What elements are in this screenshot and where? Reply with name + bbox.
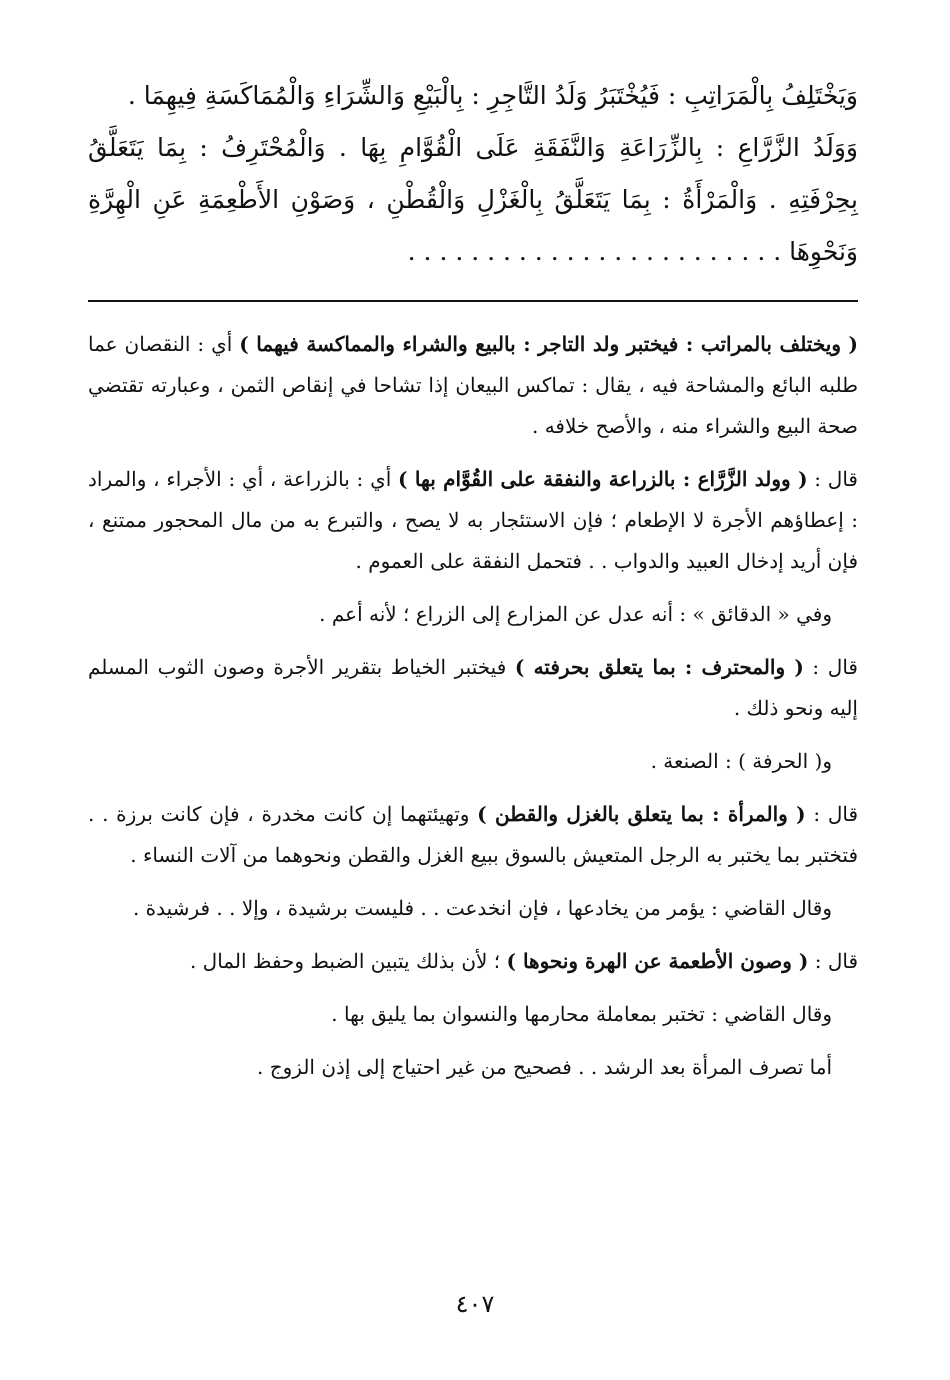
main-text-line: وَوَلَدُ الزَّرَّاعِ : بِالزِّرَاعَةِ وَالنَّفَقَةِ عَلَى الْقُوَّامِ بِهَا . وَالْمُحْتَرِفُ : بِمَا يَتَعَلَّقُ بِحِرْفَتِهِ . وَالْمَرْأَةُ : بِمَا يَتَعَلَّقُ بِالْغَزْلِ وَالْقُطْنِ ، وَصَوْنِ الأَطْعِمَةِ عَنِ الْهِرَّةِ وَنَحْوِهَا . . . . . . . . . . . . . . . . . . . . . . . . [88, 133, 858, 266]
main-text-line: وَيَخْتَلِفُ بِالْمَرَاتِبِ : فَيُخْتَبَرُ وَلَدُ التَّاجِرِ : بِالْبَيْعِ وَالشِّرَاءِ وَالْمُمَاكَسَةِ فِيهِمَا . [127, 81, 858, 110]
commentary-paragraph: ( ويختلف بالمراتب : فيختبر ولد التاجر : بالبيع والشراء والمماكسة فيهما ) أي : النقصان عما طلبه البائع والمشاحة فيه ، يقال : تماكس البيعان إذا تشاحا في إنقاص الثمن ، وعبارته تقتضي صحة البيع والشراء منه ، والأصح خلافه . [88, 332, 858, 438]
commentary-paragraph: أما تصرف المرأة بعد الرشد . . فصحيح من غير احتياج إلى إذن الزوج . [257, 1055, 832, 1079]
commentary-paragraph: وقال القاضي : تختبر بمعاملة محارمها والنسوان بما يليق بها . [331, 1002, 832, 1026]
commentary-paragraph: وقال القاضي : يؤمر من يخادعها ، فإن انخدعت . . فليست برشيدة ، وإلا . . فرشيدة . [132, 896, 832, 920]
page-number: ٤٠٧ [455, 1290, 495, 1318]
commentary-paragraph: قال : ( والمحترف : بما يتعلق بحرفته ) فيختبر الخياط بتقرير الأجرة وصون الثوب المسلم إليه ونحو ذلك . [88, 655, 858, 720]
main-text [88, 70, 858, 278]
commentary-paragraph: قال : ( وولد الزَّرَّاع : بالزراعة والنفقة على القُوَّام بها ) أي : بالزراعة ، أي : الأجراء ، والمراد : إعطاؤهم الأجرة لا الإطعام ؛ فإن الاستئجار به لا يصح ، والتبرع به من مال المحجور ممتنع ، فإن أريد إدخال العبيد والدواب . . فتحمل النفقة على العموم . [88, 467, 858, 573]
commentary-paragraph: قال : ( والمرأة : بما يتعلق بالغزل والقطن ) وتهيئتهما إن كانت مخدرة ، فإن كانت برزة . . فتختبر بما يختبر به الرجل المتعيش بالسوق ببيع الغزل والقطن ونحوهما من آلات النساء . [88, 802, 859, 867]
quoted-text: ( والمحترف : بما يتعلق بحرفته ) [514, 655, 804, 679]
commentary-paragraph: قال : ( وصون الأطعمة عن الهرة ونحوها ) ؛ لأن بذلك يتبين الضبط وحفظ المال . [189, 949, 858, 973]
quoted-text: ( ويختلف بالمراتب : فيختبر ولد التاجر : بالبيع والشراء والمماكسة فيهما ) [239, 332, 858, 356]
quoted-text: ( وولد الزَّرَّاع : بالزراعة والنفقة على القُوَّام بها ) [398, 467, 808, 491]
commentary-paragraph: وفي « الدقائق » : أنه عدل عن المزارع إلى الزراع ؛ لأنه أعم . [319, 602, 832, 626]
quoted-text: ( والمرأة : بما يتعلق بالغزل والقطن ) [477, 802, 806, 826]
commentary-paragraph: و( الحرفة ) : الصنعة . [650, 749, 832, 773]
quoted-text: ( وصون الأطعمة عن الهرة ونحوها ) [506, 949, 809, 973]
commentary [88, 324, 858, 1088]
divider-rule [88, 300, 858, 302]
document-page [88, 70, 858, 1100]
